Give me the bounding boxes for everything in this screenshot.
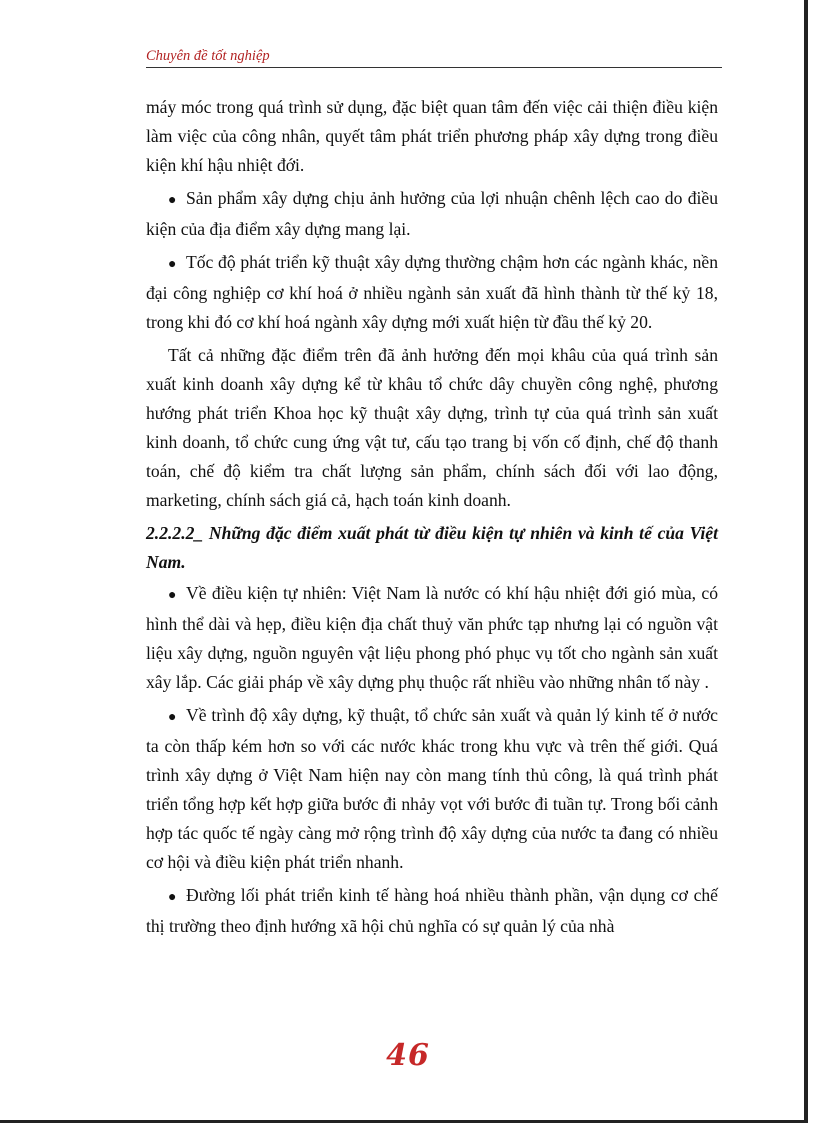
bullet-text: Về trình độ xây dựng, kỹ thuật, tổ chức sản xuất và quản lý kinh tế ở nước ta còn thấp kém hơn so với các nước khác trong khu vực và trên thế giới. Quá trình xây dựng ở Việt Nam hiện nay còn mang tính thủ công, là quá trình phát triển tổng hợp kết hợp giữa bước đi nhảy vọt với bước đi tuần tự. Trong bối cảnh hợp tác quốc tế ngày càng mở rộng trình độ xây dựng của nước ta đang có nhiều cơ hội và điều kiện phát triển nhanh.: [146, 705, 718, 872]
bullet-item: [146, 701, 718, 877]
section-heading: 2.2.2.2_ Những đặc điểm xuất phát từ điều kiện tự nhiên và kinh tế của Việt Nam.: [146, 523, 718, 572]
bullet-text: Về điều kiện tự nhiên: Việt Nam là nước có khí hậu nhiệt đới gió mùa, có hình thể dài và hẹp, điều kiện địa chất thuỷ văn phức tạp nhưng lại có nguồn vật liệu xây dựng, nguồn nguyên vật liệu phong phó phục vụ tốt cho ngành sản xuất xây lắp. Các giải pháp về xây dựng phụ thuộc rất nhiều vào những nhân tố này .: [146, 583, 718, 692]
bullet-icon: ●: [168, 588, 177, 603]
bullet-icon: ●: [168, 257, 177, 272]
bullet-text: Sản phẩm xây dựng chịu ảnh hưởng của lợi nhuận chênh lệch cao do điều kiện của địa điểm xây dựng mang lại.: [146, 188, 718, 239]
bullet-item: [146, 248, 718, 337]
page-number: 46: [386, 1038, 430, 1073]
document-body: [146, 93, 718, 945]
bullet-text: Tốc độ phát triển kỹ thuật xây dựng thường chậm hơn các ngành khác, nền đại công nghiệp cơ khí hoá ở nhiều ngành sản xuất đã hình thành từ thế kỷ 18, trong khi đó cơ khí hoá ngành xây dựng mới xuất hiện từ đầu thế kỷ 20.: [146, 252, 718, 332]
bullet-text: Đường lối phát triển kinh tế hàng hoá nhiều thành phần, vận dụng cơ chế thị trường theo định hướng xã hội chủ nghĩa có sự quản lý của nhà: [146, 885, 718, 936]
bullet-icon: ●: [168, 193, 177, 208]
bullet-item: [146, 184, 718, 244]
running-header: Chuyên đề tốt nghiệp: [146, 48, 722, 68]
bullet-icon: ●: [168, 710, 177, 725]
bullet-item: [146, 579, 718, 697]
paragraph-continued: máy móc trong quá trình sử dụng, đặc biệt quan tâm đến việc cải thiện điều kiện làm việc của công nhân, quyết tâm phát triển phương pháp xây dựng trong điều kiện khí hậu nhiệt đới.: [146, 97, 718, 175]
bullet-icon: ●: [168, 890, 177, 905]
paragraph: Tất cả những đặc điểm trên đã ảnh hưởng đến mọi khâu của quá trình sản xuất kinh doanh xây dựng kể từ khâu tổ chức dây chuyền công nghệ, phương hướng phát triển Khoa học kỹ thuật xây dựng, trình tự của quá trình sản xuất kinh doanh, tổ chức cung ứng vật tư, cấu tạo trang bị vốn cố định, chế độ thanh toán, chế độ kiểm tra chất lượng sản phẩm, chính sách đối với lao động, marketing, chính sách giá cả, hạch toán kinh doanh.: [146, 345, 718, 510]
bullet-item: [146, 881, 718, 941]
